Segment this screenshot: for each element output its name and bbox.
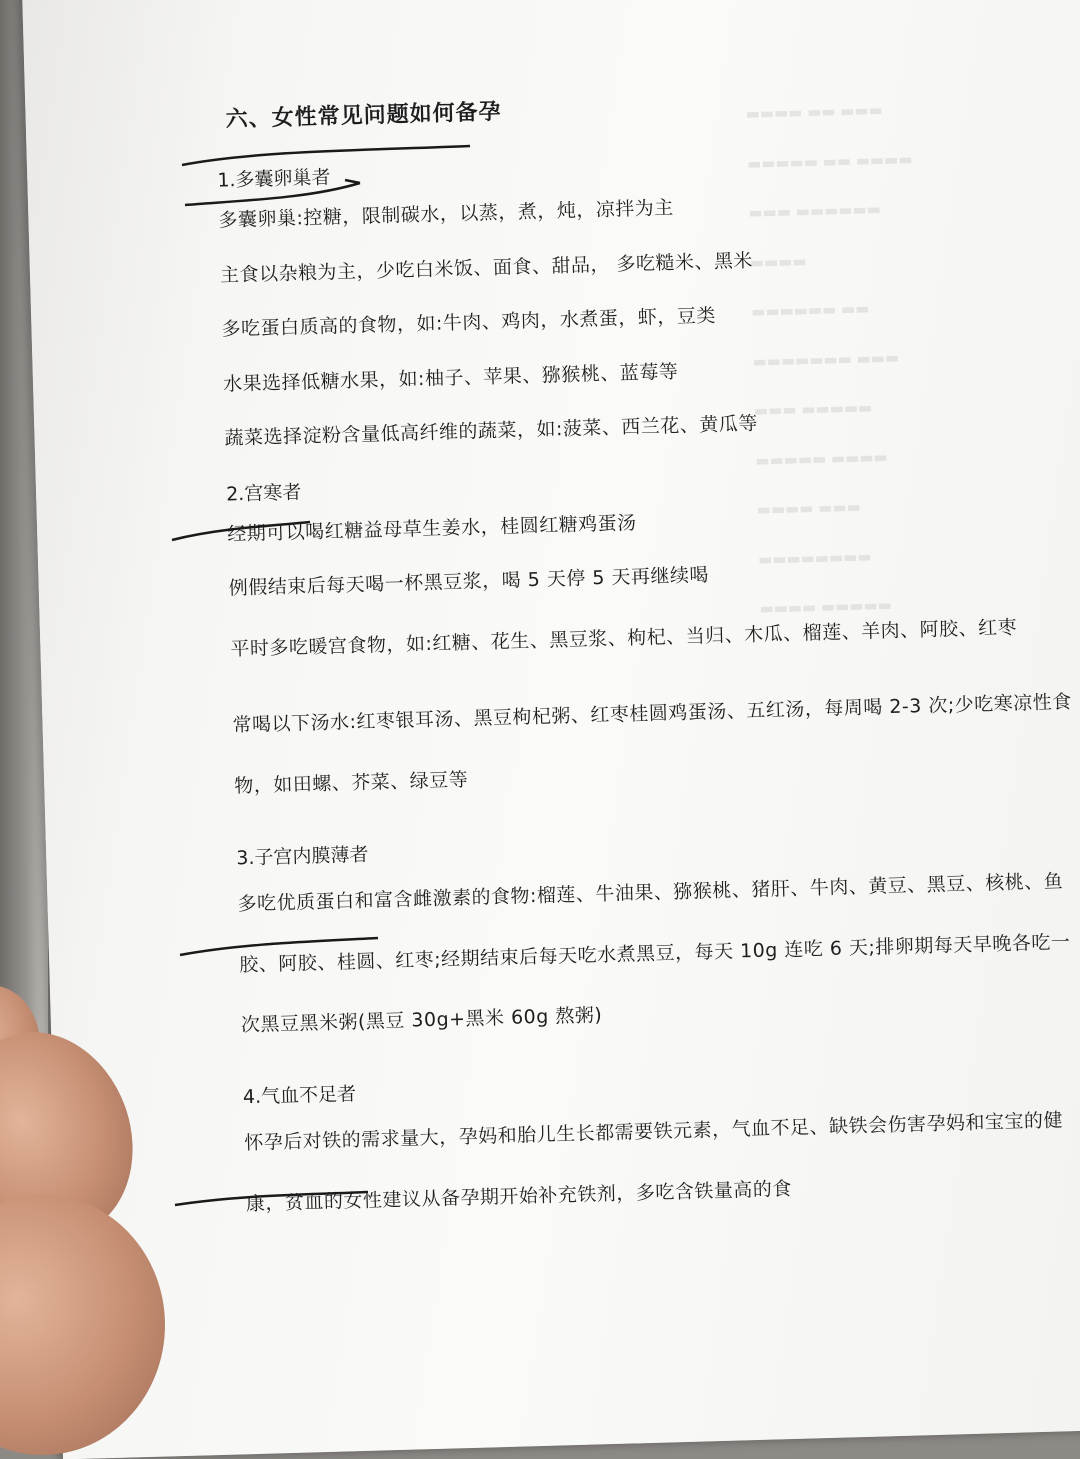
text-line: 主食以杂粮为主，少吃白米饭、面食、甜品， 多吃糙米、黑米 [219,249,754,287]
text-line: 多囊卵巢:控糖，限制碳水，以蒸，煮，炖，凉拌为主 [218,196,675,232]
page-title: 六、女性常见问题如何备孕 [225,99,502,133]
text-line: 常喝以下汤水:红枣银耳汤、黑豆枸杞粥、红枣桂圆鸡蛋汤、五红汤，每周喝 2-3 次;少吃寒凉性食物，如田螺、芥菜、绿豆等 [232,691,1073,798]
show-through-text: ▬▬▬▬ ▬▬ ▬▬▬ ▬▬▬▬▬ ▬▬ ▬▬▬▬ ▬▬▬ ▬▬▬▬▬▬ ▬▬▬▬ ▬▬▬▬▬▬ ▬▬ ▬▬▬▬▬▬▬ ▬▬▬ ▬▬▬ ▬▬▬▬▬ ▬▬▬▬▬ ▬▬▬▬ ▬▬▬▬ ▬▬▬ ▬▬▬▬▬▬▬▬ ▬▬▬▬ ▬▬▬▬▬ [745,101,913,618]
text-line: 平时多吃暖宫食物，如:红糖、花生、黑豆浆、枸杞、当归、木瓜、榴莲、羊肉、阿胶、红枣 [230,615,1018,660]
section-heading: 1.多囊卵巢者 [217,166,331,192]
text-line: 多吃蛋白质高的食物，如:牛肉、鸡肉，水煮蛋，虾，豆类 [221,304,717,341]
text-line: 水果选择低糖水果，如:柚子、苹果、猕猴桃、蓝莓等 [222,360,679,396]
section-heading: 2.宫寒者 [225,480,302,505]
text-line: 例假结束后每天喝一杯黑豆浆，喝 5 天停 5 天再继续喝 [228,564,710,600]
section-heading: 4.气血不足者 [242,1083,357,1109]
text-line: 经期可以喝红糖益母草生姜水，桂圆红糖鸡蛋汤 [226,511,637,545]
document-body [205,79,1080,1261]
text-line: 怀孕后对铁的需求量大，孕妈和胎儿生长都需要铁元素，气血不足、缺铁会伤害孕妈和宝宝的健康，贫血的女性建议从备孕期开始补充铁剂，多吃含铁量高的食 [243,1109,1064,1216]
section-cold-uterus [216,455,1080,817]
text-line: 多吃优质蛋白和富含雌激素的食物:榴莲、牛油果、猕猴桃、猪肝、牛肉、黄豆、黑豆、核桃、鱼胶、阿胶、桂圆、红枣;经期结束后每天吃水煮黑豆，每天 10g 连吃 6 天;排卵期每天早晚各吃一次黑豆黑米粥(黑豆 30g+黑米 60g 熬粥) [237,870,1071,1037]
section-qi-blood-deficiency [233,1059,1080,1236]
section-pcos [207,142,1075,453]
paper-page [22,0,1080,1459]
text-line: 蔬菜选择淀粉含量低高纤维的蔬菜，如:菠菜、西兰花、黄瓜等 [224,412,759,450]
section-heading: 3.子宫内膜薄者 [236,843,369,870]
section-thin-endometrium [226,820,1080,1057]
